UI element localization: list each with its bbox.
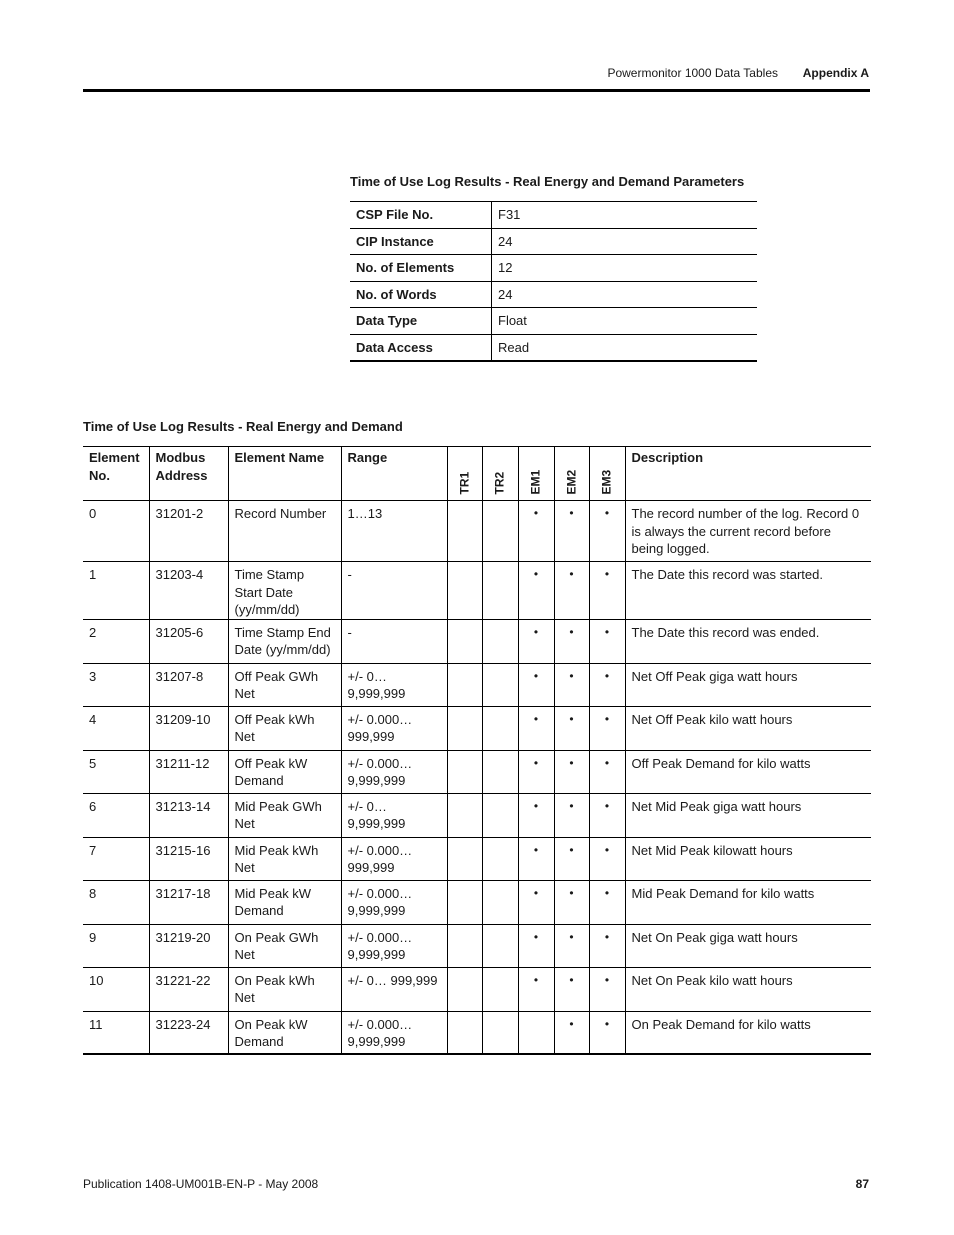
cell-em2: •: [554, 837, 589, 880]
cell-tr1: [447, 501, 482, 562]
col-header-em2-label: EM2: [563, 469, 578, 494]
cell-range: +/- 0.000… 999,999: [341, 837, 447, 880]
col-header-tr1-label: TR1: [456, 471, 471, 494]
cell-em3: •: [589, 880, 625, 924]
cell-modbus-address: 31213-14: [149, 793, 228, 837]
cell-modbus-address: 31223-24: [149, 1011, 228, 1054]
cell-element-no: 11: [83, 1011, 149, 1054]
cell-em1: •: [518, 880, 554, 924]
cell-em1: •: [518, 750, 554, 793]
cell-tr2: [482, 793, 518, 837]
col-header-element-no: Element No.: [83, 447, 149, 501]
cell-em3: •: [589, 967, 625, 1011]
cell-element-name: On Peak kWh Net: [228, 967, 341, 1011]
cell-element-no: 8: [83, 880, 149, 924]
cell-em2: •: [554, 924, 589, 967]
cell-range: +/- 0… 9,999,999: [341, 663, 447, 706]
params-table-caption: Time of Use Log Results - Real Energy and Demand Parameters: [350, 174, 745, 189]
col-header-em3-label: EM3: [599, 469, 614, 494]
cell-em3: •: [589, 619, 625, 663]
cell-em2: •: [554, 619, 589, 663]
cell-element-name: Mid Peak kW Demand: [228, 880, 341, 924]
cell-description: Net Mid Peak giga watt hours: [625, 793, 871, 837]
cell-tr1: [447, 924, 482, 967]
page-number: 87: [855, 1177, 869, 1191]
col-header-tr2-label: TR2: [492, 471, 507, 494]
cell-description: Net On Peak giga watt hours: [625, 924, 871, 967]
cell-em2: •: [554, 750, 589, 793]
cell-modbus-address: 31207-8: [149, 663, 228, 706]
header-title: Powermonitor 1000 Data Tables: [607, 66, 778, 80]
cell-element-name: Time Stamp Start Date (yy/mm/dd): [228, 562, 341, 620]
cell-element-name: Off Peak kW Demand: [228, 750, 341, 793]
col-header-em2: [554, 447, 589, 501]
params-value: Float: [492, 308, 758, 335]
cell-tr1: [447, 562, 482, 620]
cell-range: +/- 0.000… 9,999,999: [341, 880, 447, 924]
table-row: [83, 663, 871, 706]
table-row: [83, 750, 871, 793]
cell-element-name: Mid Peak kWh Net: [228, 837, 341, 880]
table-row: [83, 793, 871, 837]
data-table: [83, 446, 871, 1055]
cell-em1: •: [518, 924, 554, 967]
params-table: [350, 201, 757, 362]
cell-range: +/- 0.000… 9,999,999: [341, 1011, 447, 1054]
cell-element-no: 10: [83, 967, 149, 1011]
cell-em1: •: [518, 706, 554, 750]
cell-description: The record number of the log. Record 0 is always the current record before being logged.: [625, 501, 871, 562]
data-table-caption: Time of Use Log Results - Real Energy and Demand: [83, 419, 403, 434]
cell-em3: •: [589, 501, 625, 562]
cell-em2: •: [554, 1011, 589, 1054]
table-row: [83, 1011, 871, 1054]
cell-description: Net Off Peak kilo watt hours: [625, 706, 871, 750]
col-header-description: Description: [625, 447, 871, 501]
cell-tr1: [447, 793, 482, 837]
cell-em2: •: [554, 501, 589, 562]
cell-em3: •: [589, 924, 625, 967]
table-row: [83, 967, 871, 1011]
cell-em2: •: [554, 562, 589, 620]
cell-element-no: 1: [83, 562, 149, 620]
cell-element-name: On Peak GWh Net: [228, 924, 341, 967]
cell-em2: •: [554, 880, 589, 924]
params-value: 24: [492, 281, 758, 308]
params-row: [350, 281, 757, 308]
cell-tr2: [482, 924, 518, 967]
cell-element-name: Off Peak kWh Net: [228, 706, 341, 750]
cell-em3: •: [589, 837, 625, 880]
params-key: Data Access: [350, 334, 492, 361]
cell-element-no: 6: [83, 793, 149, 837]
header-rule: [83, 89, 870, 92]
cell-tr2: [482, 750, 518, 793]
params-key: CIP Instance: [350, 228, 492, 255]
cell-element-name: Time Stamp End Date (yy/mm/dd): [228, 619, 341, 663]
cell-description: On Peak Demand for kilo watts: [625, 1011, 871, 1054]
table-row: [83, 880, 871, 924]
cell-range: +/- 0.000… 9,999,999: [341, 750, 447, 793]
cell-tr1: [447, 706, 482, 750]
header-appendix: Appendix A: [802, 66, 869, 80]
cell-em3: •: [589, 663, 625, 706]
page-header: [83, 66, 870, 82]
cell-em3: •: [589, 706, 625, 750]
cell-tr2: [482, 501, 518, 562]
params-row: [350, 308, 757, 335]
cell-modbus-address: 31201-2: [149, 501, 228, 562]
cell-em1: •: [518, 793, 554, 837]
cell-element-name: On Peak kW Demand: [228, 1011, 341, 1054]
cell-em3: •: [589, 750, 625, 793]
cell-description: Net Mid Peak kilowatt hours: [625, 837, 871, 880]
col-header-em3: [589, 447, 625, 501]
cell-range: -: [341, 619, 447, 663]
cell-modbus-address: 31221-22: [149, 967, 228, 1011]
cell-em1: •: [518, 663, 554, 706]
cell-tr1: [447, 880, 482, 924]
cell-range: +/- 0… 999,999: [341, 967, 447, 1011]
params-value: 24: [492, 228, 758, 255]
cell-modbus-address: 31203-4: [149, 562, 228, 620]
cell-em2: •: [554, 663, 589, 706]
col-header-em1-label: EM1: [528, 469, 543, 494]
cell-em3: •: [589, 1011, 625, 1054]
cell-tr2: [482, 880, 518, 924]
cell-em2: •: [554, 706, 589, 750]
cell-element-no: 0: [83, 501, 149, 562]
cell-modbus-address: 31215-16: [149, 837, 228, 880]
cell-tr1: [447, 663, 482, 706]
cell-range: +/- 0.000… 999,999: [341, 706, 447, 750]
cell-tr2: [482, 1011, 518, 1054]
col-header-range: Range: [341, 447, 447, 501]
cell-em1: •: [518, 837, 554, 880]
cell-em1: [518, 1011, 554, 1054]
page-footer: [83, 1177, 870, 1193]
cell-tr2: [482, 706, 518, 750]
cell-em2: •: [554, 967, 589, 1011]
cell-em1: •: [518, 562, 554, 620]
table-row: [83, 501, 871, 562]
col-header-tr2: [482, 447, 518, 501]
cell-tr1: [447, 967, 482, 1011]
cell-element-name: Off Peak GWh Net: [228, 663, 341, 706]
params-key: No. of Elements: [350, 255, 492, 282]
cell-em1: •: [518, 501, 554, 562]
cell-tr1: [447, 619, 482, 663]
cell-tr2: [482, 619, 518, 663]
cell-tr2: [482, 967, 518, 1011]
cell-modbus-address: 31205-6: [149, 619, 228, 663]
cell-tr2: [482, 663, 518, 706]
cell-element-no: 5: [83, 750, 149, 793]
params-row: [350, 334, 757, 361]
cell-description: The Date this record was started.: [625, 562, 871, 620]
table-row: [83, 837, 871, 880]
table-row: [83, 562, 871, 620]
data-table-header-row: [83, 447, 871, 501]
table-row: [83, 619, 871, 663]
params-row: [350, 255, 757, 282]
cell-description: The Date this record was ended.: [625, 619, 871, 663]
cell-em3: •: [589, 562, 625, 620]
col-header-tr1: [447, 447, 482, 501]
cell-description: Net Off Peak giga watt hours: [625, 663, 871, 706]
cell-element-no: 9: [83, 924, 149, 967]
cell-em1: •: [518, 967, 554, 1011]
cell-tr1: [447, 1011, 482, 1054]
footer-publication: Publication 1408-UM001B-EN-P - May 2008: [83, 1177, 319, 1191]
cell-em3: •: [589, 793, 625, 837]
cell-element-name: Mid Peak GWh Net: [228, 793, 341, 837]
params-key: CSP File No.: [350, 202, 492, 229]
cell-tr1: [447, 837, 482, 880]
cell-modbus-address: 31209-10: [149, 706, 228, 750]
cell-modbus-address: 31217-18: [149, 880, 228, 924]
table-row: [83, 924, 871, 967]
col-header-em1: [518, 447, 554, 501]
cell-tr2: [482, 562, 518, 620]
cell-element-no: 4: [83, 706, 149, 750]
cell-description: Mid Peak Demand for kilo watts: [625, 880, 871, 924]
params-row: [350, 202, 757, 229]
cell-element-no: 3: [83, 663, 149, 706]
cell-tr1: [447, 750, 482, 793]
cell-em2: •: [554, 793, 589, 837]
cell-description: Off Peak Demand for kilo watts: [625, 750, 871, 793]
cell-modbus-address: 31211-12: [149, 750, 228, 793]
cell-element-no: 2: [83, 619, 149, 663]
cell-description: Net On Peak kilo watt hours: [625, 967, 871, 1011]
cell-tr2: [482, 837, 518, 880]
params-value: 12: [492, 255, 758, 282]
table-row: [83, 706, 871, 750]
params-row: [350, 228, 757, 255]
params-value: Read: [492, 334, 758, 361]
cell-range: +/- 0… 9,999,999: [341, 793, 447, 837]
col-header-modbus: Modbus Address: [149, 447, 228, 501]
cell-modbus-address: 31219-20: [149, 924, 228, 967]
cell-element-name: Record Number: [228, 501, 341, 562]
cell-element-no: 7: [83, 837, 149, 880]
params-key: No. of Words: [350, 281, 492, 308]
cell-em1: •: [518, 619, 554, 663]
col-header-element-name: Element Name: [228, 447, 341, 501]
cell-range: 1…13: [341, 501, 447, 562]
cell-range: +/- 0.000… 9,999,999: [341, 924, 447, 967]
params-key: Data Type: [350, 308, 492, 335]
params-value: F31: [492, 202, 758, 229]
cell-range: -: [341, 562, 447, 620]
